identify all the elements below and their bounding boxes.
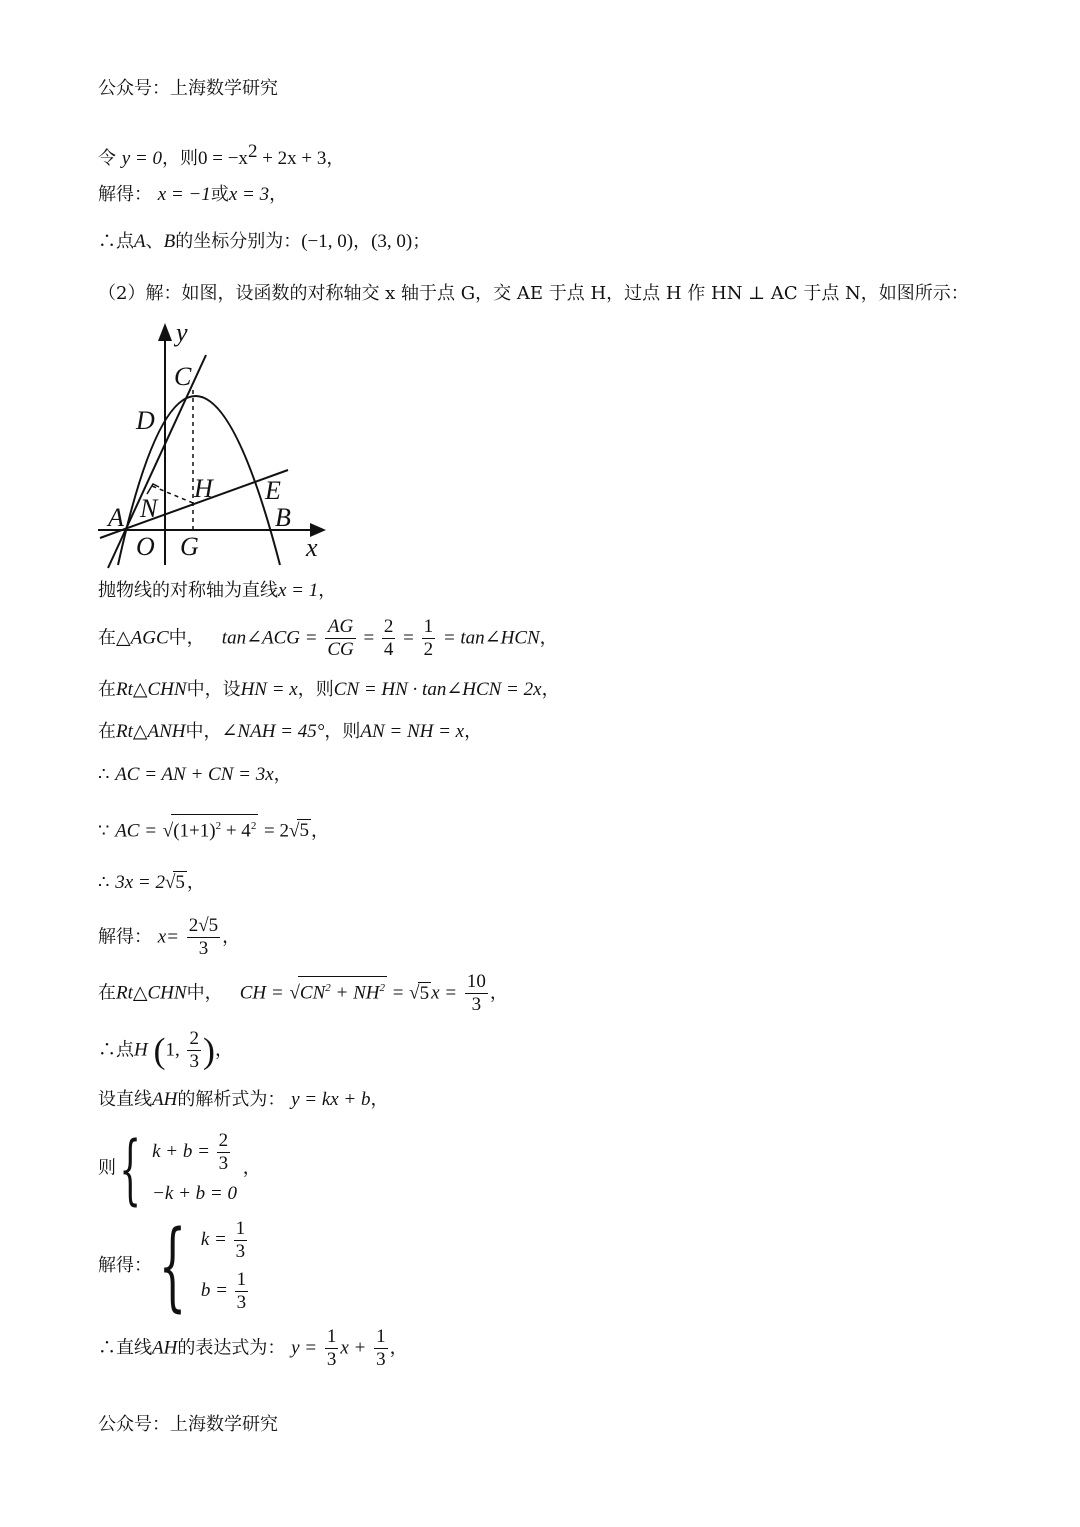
label-e: E: [265, 476, 281, 505]
math: x = 1: [278, 580, 319, 601]
math: 3x = 2: [115, 872, 165, 893]
text: 令: [98, 148, 116, 169]
text: ，: [186, 872, 205, 893]
denominator: 4: [383, 639, 394, 660]
math: −k + b = 0: [152, 1183, 237, 1204]
denominator: 3: [218, 1153, 229, 1174]
text: 抛物线的对称轴为直线: [98, 580, 278, 601]
denominator: 3: [376, 1349, 386, 1370]
text: 中，: [168, 627, 205, 649]
text: ，: [269, 184, 288, 205]
line-ah-expression: [98, 1326, 408, 1371]
math: + 4: [221, 820, 251, 842]
footer-watermark: 公众号：上海数学研究: [98, 1414, 278, 1435]
math: AC =: [115, 820, 158, 842]
fraction: [217, 1130, 231, 1175]
text: 的解析式为：: [177, 1089, 286, 1110]
solution-system: [201, 1212, 250, 1320]
fraction: [187, 915, 220, 960]
line-ac-sum: [98, 764, 292, 786]
line-rt-chn: [98, 679, 560, 701]
text: ，: [489, 982, 508, 1004]
text: 在: [98, 627, 116, 649]
coordinate: (3, 0): [371, 231, 413, 252]
label-y: y: [176, 318, 188, 347]
therefore-symbol: ∴: [98, 764, 110, 785]
equation-row-1: [152, 1130, 237, 1175]
text: ，: [310, 820, 329, 842]
math: x = 3: [228, 184, 270, 205]
math: = 2: [264, 820, 290, 842]
fraction: [235, 1269, 249, 1314]
line-set-ah: [98, 1089, 389, 1111]
text: 或: [210, 184, 229, 205]
text: ∴点: [98, 1039, 134, 1061]
text: 在: [98, 982, 116, 1004]
denominator: 3: [326, 1349, 337, 1370]
numerator: 1: [423, 616, 434, 637]
text: ，则: [297, 679, 334, 700]
text: ，: [541, 679, 560, 700]
math: =: [392, 982, 404, 1004]
text: ，则: [324, 721, 361, 742]
denominator: 3: [235, 1241, 246, 1262]
line-system-equations: [98, 1124, 261, 1213]
exponent: 2: [325, 982, 331, 995]
text: ，则: [162, 148, 198, 169]
radical: [298, 976, 387, 1004]
fraction: [325, 1326, 339, 1371]
text: ∴点: [98, 231, 134, 252]
label-h: H: [194, 474, 213, 503]
text: ∴直线: [98, 1337, 152, 1359]
math: HN = x: [240, 679, 298, 700]
text: ，: [539, 627, 558, 649]
text: 设直线: [98, 1089, 152, 1110]
numerator: 1: [236, 1269, 247, 1290]
numerator: 1: [326, 1326, 337, 1347]
math: B: [163, 231, 176, 252]
text: 中，: [185, 721, 222, 742]
line-symmetry-axis: [98, 580, 336, 602]
math: = tan∠HCN: [442, 627, 540, 649]
line-part2-intro: （2）解：如图，设函数的对称轴交 x 轴于点 G，交 AE 于点 H，过点 H 作 HN ⊥ AC 于点 N，如图所示：: [98, 283, 969, 304]
line-point-h: ∴点H (1, $\frac{2}{3}$ )，: [98, 1028, 233, 1072]
math: AH: [152, 1089, 178, 1110]
math: + 2x + 3: [257, 148, 327, 169]
math: CN = HN · tan∠HCN = 2x: [333, 679, 542, 700]
line-ac-length: ∵ AC = $√(1+1)^2 + 4^2 = 2√5$ ，: [98, 814, 329, 842]
fraction: [325, 616, 355, 661]
text: ，: [214, 1039, 233, 1061]
numerator: AG: [325, 616, 355, 639]
radical: [171, 814, 258, 842]
text: 在: [98, 721, 116, 742]
line-solution-kb: [98, 1212, 250, 1320]
text: ，: [353, 231, 372, 252]
math: Rt△CHN: [116, 982, 187, 1004]
math: ∠NAH = 45°: [221, 721, 325, 742]
line-let-y-zero: [98, 141, 344, 170]
denominator: 2: [423, 639, 434, 660]
math: k =: [200, 1228, 227, 1250]
math: x +: [340, 1337, 367, 1359]
radical: 5: [299, 820, 309, 842]
line-tan-acg: 在△AGC中， tan∠ACG = $\frac{AG}{CG}$ = $\frac{2}{4}$ = $\frac{1}{2}$ = tan∠HCN，: [98, 616, 558, 660]
parabola-figure: [90, 315, 340, 570]
text: ；: [412, 231, 431, 252]
line-3x: ∴ 3x = 2√5 ，: [98, 872, 205, 893]
left-brace: {: [119, 1123, 142, 1213]
line-ch-length: 在Rt△CHN中， CH = $√CN^2 + NH^2 = √5$ x = $\frac{10}{3}$ ，: [98, 971, 508, 1015]
text: 的坐标分别为：: [175, 231, 302, 252]
denominator: CG: [327, 639, 354, 660]
math: △AGC: [116, 627, 169, 649]
exponent: 2: [215, 820, 222, 832]
math: CH =: [239, 982, 284, 1004]
radical: 5: [419, 982, 430, 1004]
denominator: 3: [236, 1292, 247, 1313]
text: ，: [242, 1157, 261, 1179]
solution-row-1: [201, 1218, 250, 1263]
text: ，: [370, 1089, 389, 1110]
text: 解得：: [98, 1255, 152, 1276]
text: 的表达式为：: [177, 1337, 286, 1359]
fraction: [465, 971, 488, 1016]
math: y = kx + b: [291, 1089, 371, 1110]
label-b: B: [275, 503, 291, 532]
label-x: x: [306, 533, 318, 562]
line-solve-x-value: [98, 915, 240, 960]
math: 1,: [165, 1039, 180, 1061]
math: x =: [431, 982, 458, 1004]
perpendicular-hn: [152, 486, 193, 503]
line-solve-x: [98, 184, 287, 206]
label-d: D: [136, 406, 155, 435]
math: y =: [291, 1337, 318, 1359]
text: ，: [318, 580, 337, 601]
math: H: [134, 1039, 148, 1061]
math: (1+1): [173, 820, 216, 842]
numerator: 1: [235, 1218, 246, 1239]
denominator: 3: [471, 994, 482, 1015]
math: x=: [157, 926, 179, 948]
exponent: 2: [247, 141, 258, 162]
exponent: 2: [250, 820, 257, 832]
math: b =: [200, 1279, 228, 1301]
numerator: 2: [218, 1130, 229, 1151]
text: ，: [464, 721, 483, 742]
numerator: 1: [376, 1326, 386, 1347]
text: 在: [98, 679, 116, 700]
text: 中，: [186, 982, 223, 1004]
text: 解得：: [98, 926, 152, 948]
math: tan∠ACG =: [221, 627, 318, 649]
numerator: 2: [189, 1028, 199, 1049]
label-o: O: [136, 532, 155, 561]
label-c: C: [174, 362, 192, 391]
because-symbol: ∵: [98, 820, 110, 842]
equation-row-2: [152, 1181, 237, 1207]
numerator: 10: [466, 971, 486, 992]
y-axis-arrow: [158, 323, 172, 341]
math: Rt△ANH: [116, 721, 186, 742]
text: ，: [389, 1337, 408, 1359]
numerator: 2: [383, 616, 394, 637]
line-rt-anh: [98, 721, 482, 743]
coordinate: (−1, 0): [301, 231, 354, 252]
fraction: [374, 1326, 388, 1371]
label-g: G: [180, 532, 199, 561]
denominator: 3: [198, 938, 209, 959]
exponent: 2: [379, 982, 385, 995]
text: 则: [98, 1157, 116, 1179]
math: AC = AN + CN = 3x: [115, 764, 274, 785]
denominator: 3: [189, 1051, 199, 1072]
label-a: A: [108, 503, 124, 532]
label-n: N: [140, 494, 158, 523]
text: ，: [273, 764, 292, 785]
math: + NH: [330, 982, 380, 1004]
math: AH: [152, 1337, 178, 1359]
math: 0 = −x: [198, 148, 248, 169]
text: 中，设: [186, 679, 241, 700]
math: y = 0: [121, 148, 162, 169]
text: 、: [145, 231, 164, 252]
equation-system: [152, 1124, 237, 1213]
right-angle-mark: [147, 484, 159, 494]
math: AN = NH = x: [360, 721, 465, 742]
header-watermark: 公众号：上海数学研究: [98, 78, 278, 99]
text: ，: [326, 148, 345, 169]
text: 解得：: [98, 184, 152, 205]
radical: 5: [175, 872, 185, 893]
math: CN: [299, 982, 326, 1004]
therefore-symbol: ∴: [98, 872, 110, 893]
text: ，: [222, 926, 241, 948]
math: Rt△CHN: [116, 679, 187, 700]
math: A: [134, 231, 146, 252]
fraction: [382, 616, 396, 661]
line-points-ab: [98, 231, 430, 253]
fraction: [187, 1028, 201, 1073]
solution-row-2: [201, 1269, 250, 1314]
numerator: 2√5: [188, 915, 219, 936]
fraction: [422, 616, 436, 661]
left-brace: {: [158, 1210, 187, 1322]
fraction: [234, 1218, 248, 1263]
math: x = −1: [157, 184, 211, 205]
math: k + b =: [152, 1140, 210, 1162]
